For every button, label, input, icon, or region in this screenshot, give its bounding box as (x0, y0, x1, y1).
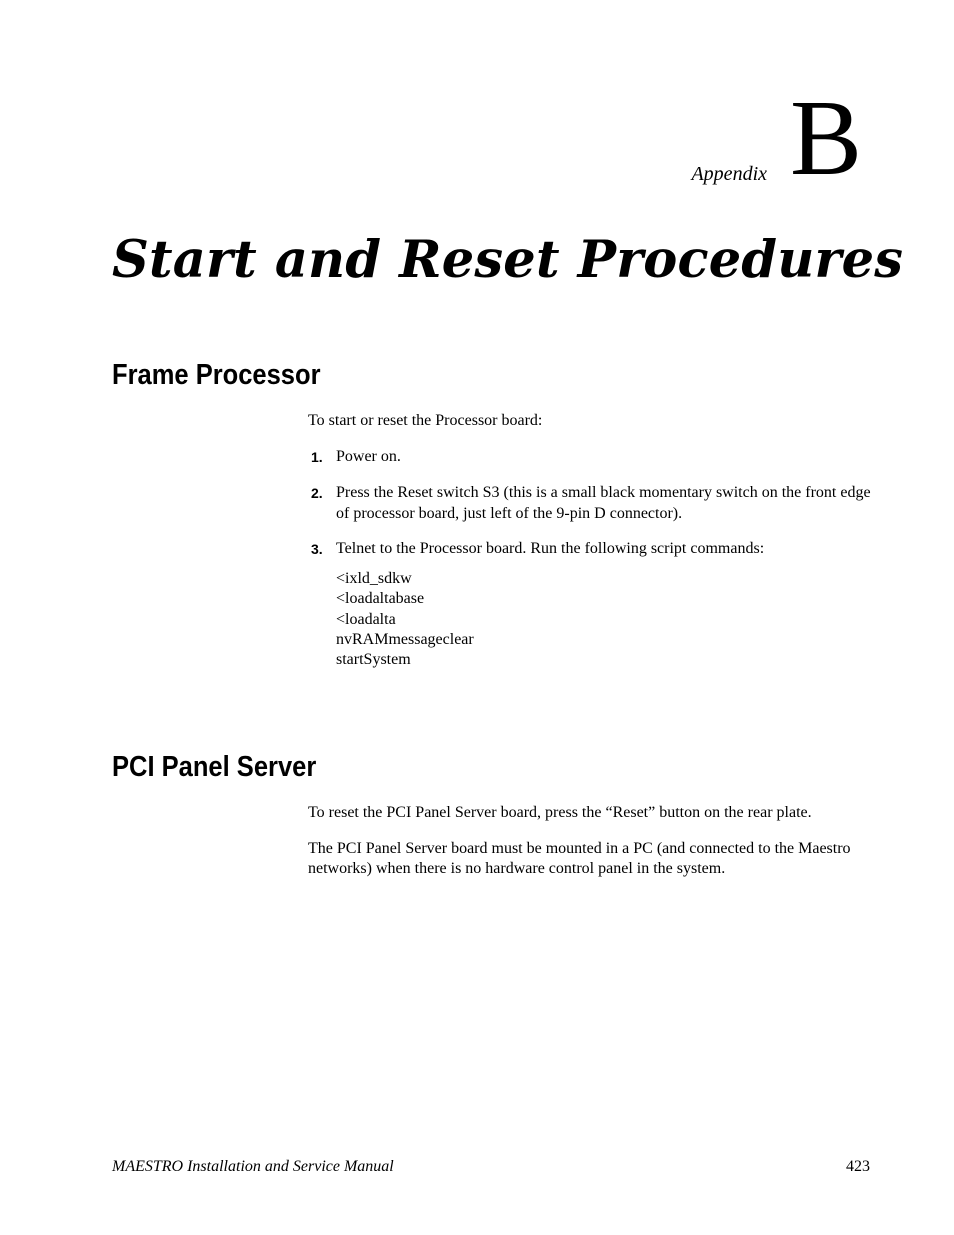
pci-panel-server-paragraph: To reset the PCI Panel Server board, press the “Reset” button on the rear plate. (308, 804, 812, 821)
section-heading-pci-panel-server: PCI Panel Server (112, 751, 317, 783)
footer-page-number: 423 (846, 1158, 870, 1175)
command-line: <loadaltabase (336, 590, 425, 608)
command-line: startSystem (336, 651, 411, 669)
script-commands (336, 569, 474, 670)
step-text: Power on. (336, 448, 401, 465)
command-line: <loadalta (336, 610, 396, 628)
appendix-letter: B (790, 79, 863, 198)
command-line: <ixld_sdkw (336, 570, 412, 587)
step-number: 3. (311, 541, 323, 557)
pci-panel-server-paragraph: The PCI Panel Server board must be mounted in a PC (and connected to the Maestro networks) when there is no hardware control panel in the system. (308, 840, 851, 877)
step-number: 1. (311, 449, 323, 465)
footer-manual-title: MAESTRO Installation and Service Manual (112, 1158, 394, 1175)
chapter-title: Start and Reset Procedures (112, 230, 904, 290)
step-text: Press the Reset switch S3 (this is a small black momentary switch on the front edge of processor board, just left of the 9-pin D connector). (336, 484, 871, 522)
section-heading-frame-processor: Frame Processor (112, 359, 321, 391)
appendix-label: Appendix (691, 163, 767, 185)
frame-processor-intro: To start or reset the Processor board: (308, 412, 543, 429)
command-line: nvRAMmessageclear (336, 630, 474, 648)
step-text: Telnet to the Processor board. Run the following script commands: (336, 540, 765, 557)
step-number: 2. (311, 485, 323, 501)
